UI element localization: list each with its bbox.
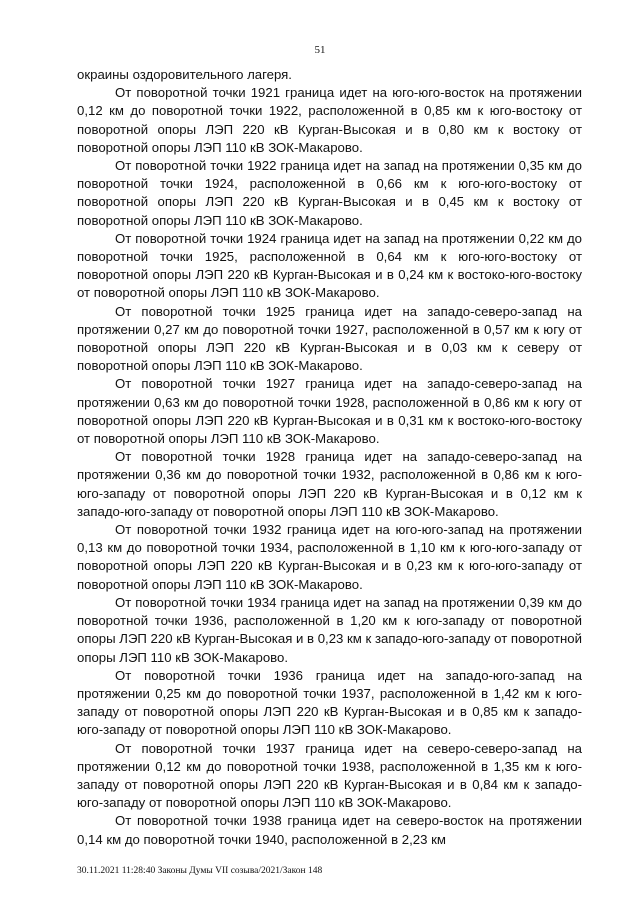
document-body [77,66,582,849]
paragraph: От поворотной точки 1925 граница идет на западо-северо-запад на протяжении 0,27 км до поворотной точки 1927, расположенной в 0,57 км к югу от поворотной опоры ЛЭП 220 кВ Курган-Высокая и в 0,03 км к северу от поворотной опоры ЛЭП 110 кВ ЗОК-Макарово. [77,303,582,374]
paragraph: От поворотной точки 1932 граница идет на юго-юго-запад на протяжении 0,13 км до поворотной точки 1934, расположенной в 1,10 км к юго-юго-западу от поворотной опоры ЛЭП 220 кВ Курган-Высокая и в 0,23 км к юго-юго-западу от поворотной опоры ЛЭП 110 кВ ЗОК-Макарово. [77,522,582,592]
paragraph: окраины оздоровительного лагеря. [77,67,292,82]
document-footer: 30.11.2021 11:28:40 Законы Думы VII созыва/2021/Закон 148 [77,866,323,876]
paragraph: От поворотной точки 1936 граница идет на западо-юго-запад на протяжении 0,25 км до поворотной точки 1937, расположенной в 1,42 км к юго-западу от поворотной опоры ЛЭП 220 кВ Курган-Высокая и в 0,85 км к западо-юго-западу от поворотной опоры ЛЭП 110 кВ ЗОК-Макарово. [77,667,582,738]
paragraph: От поворотной точки 1937 граница идет на северо-северо-запад на протяжении 0,12 км до поворотной точки 1938, расположенной в 1,35 км к юго-западу от поворотной опоры ЛЭП 220 кВ Курган-Высокая и в 0,84 км к западо-юго-западу от поворотной опоры ЛЭП 110 кВ ЗОК-Макарово. [77,740,582,811]
paragraph: От поворотной точки 1934 граница идет на запад на протяжении 0,39 км до поворотной точки 1936, расположенной в 1,20 км к юго-западу от поворотной опоры ЛЭП 220 кВ Курган-Высокая и в 0,23 км к западо-юго-западу от поворотной опоры ЛЭП 110 кВ ЗОК-Макарово. [77,594,583,665]
paragraph: От поворотной точки 1927 граница идет на западо-северо-запад на протяжении 0,63 км до поворотной точки 1928, расположенной в 0,86 км к югу от поворотной опоры ЛЭП 220 кВ Курган-Высокая и в 0,31 км к востоко-юго-востоку от поворотной опоры ЛЭП 110 кВ ЗОК-Макарово. [77,376,582,447]
paragraph: От поворотной точки 1924 граница идет на запад на протяжении 0,22 км до поворотной точки 1925, расположенной в 0,64 км к юго-юго-востоку от поворотной опоры ЛЭП 220 кВ Курган-Высокая и в 0,24 км к востоко-юго-востоку от поворотной опоры ЛЭП 110 кВ ЗОК-Макарово. [77,230,582,301]
paragraph: От поворотной точки 1938 граница идет на северо-восток на протяжении 0,14 км до поворотной точки 1940, расположенной в 2,23 км [77,813,582,847]
page-number: 51 [314,44,326,56]
paragraph: От поворотной точки 1922 граница идет на запад на протяжении 0,35 км до поворотной точки 1924, расположенной в 0,66 км к юго-юго-востоку от поворотной опоры ЛЭП 220 кВ Курган-Высокая и в 0,45 км к востоку от поворотной опоры ЛЭП 110 кВ ЗОК-Макарово. [77,158,582,228]
paragraph: От поворотной точки 1921 граница идет на юго-юго-восток на протяжении 0,12 км до поворотной точки 1922, расположенной в 0,85 км к юго-востоку от поворотной опоры ЛЭП 220 кВ Курган-Высокая и в 0,80 км к востоку от поворотной опоры ЛЭП 110 кВ ЗОК-Макарово. [77,85,582,155]
paragraph: От поворотной точки 1928 граница идет на западо-северо-запад на протяжении 0,36 км до поворотной точки 1932, расположенной в 0,86 км к юго-юго-западу от поворотной опоры ЛЭП 220 кВ Курган-Высокая и в 0,12 км к западо-юго-западу от поворотной опоры ЛЭП 110 кВ ЗОК-Макарово. [77,449,582,519]
